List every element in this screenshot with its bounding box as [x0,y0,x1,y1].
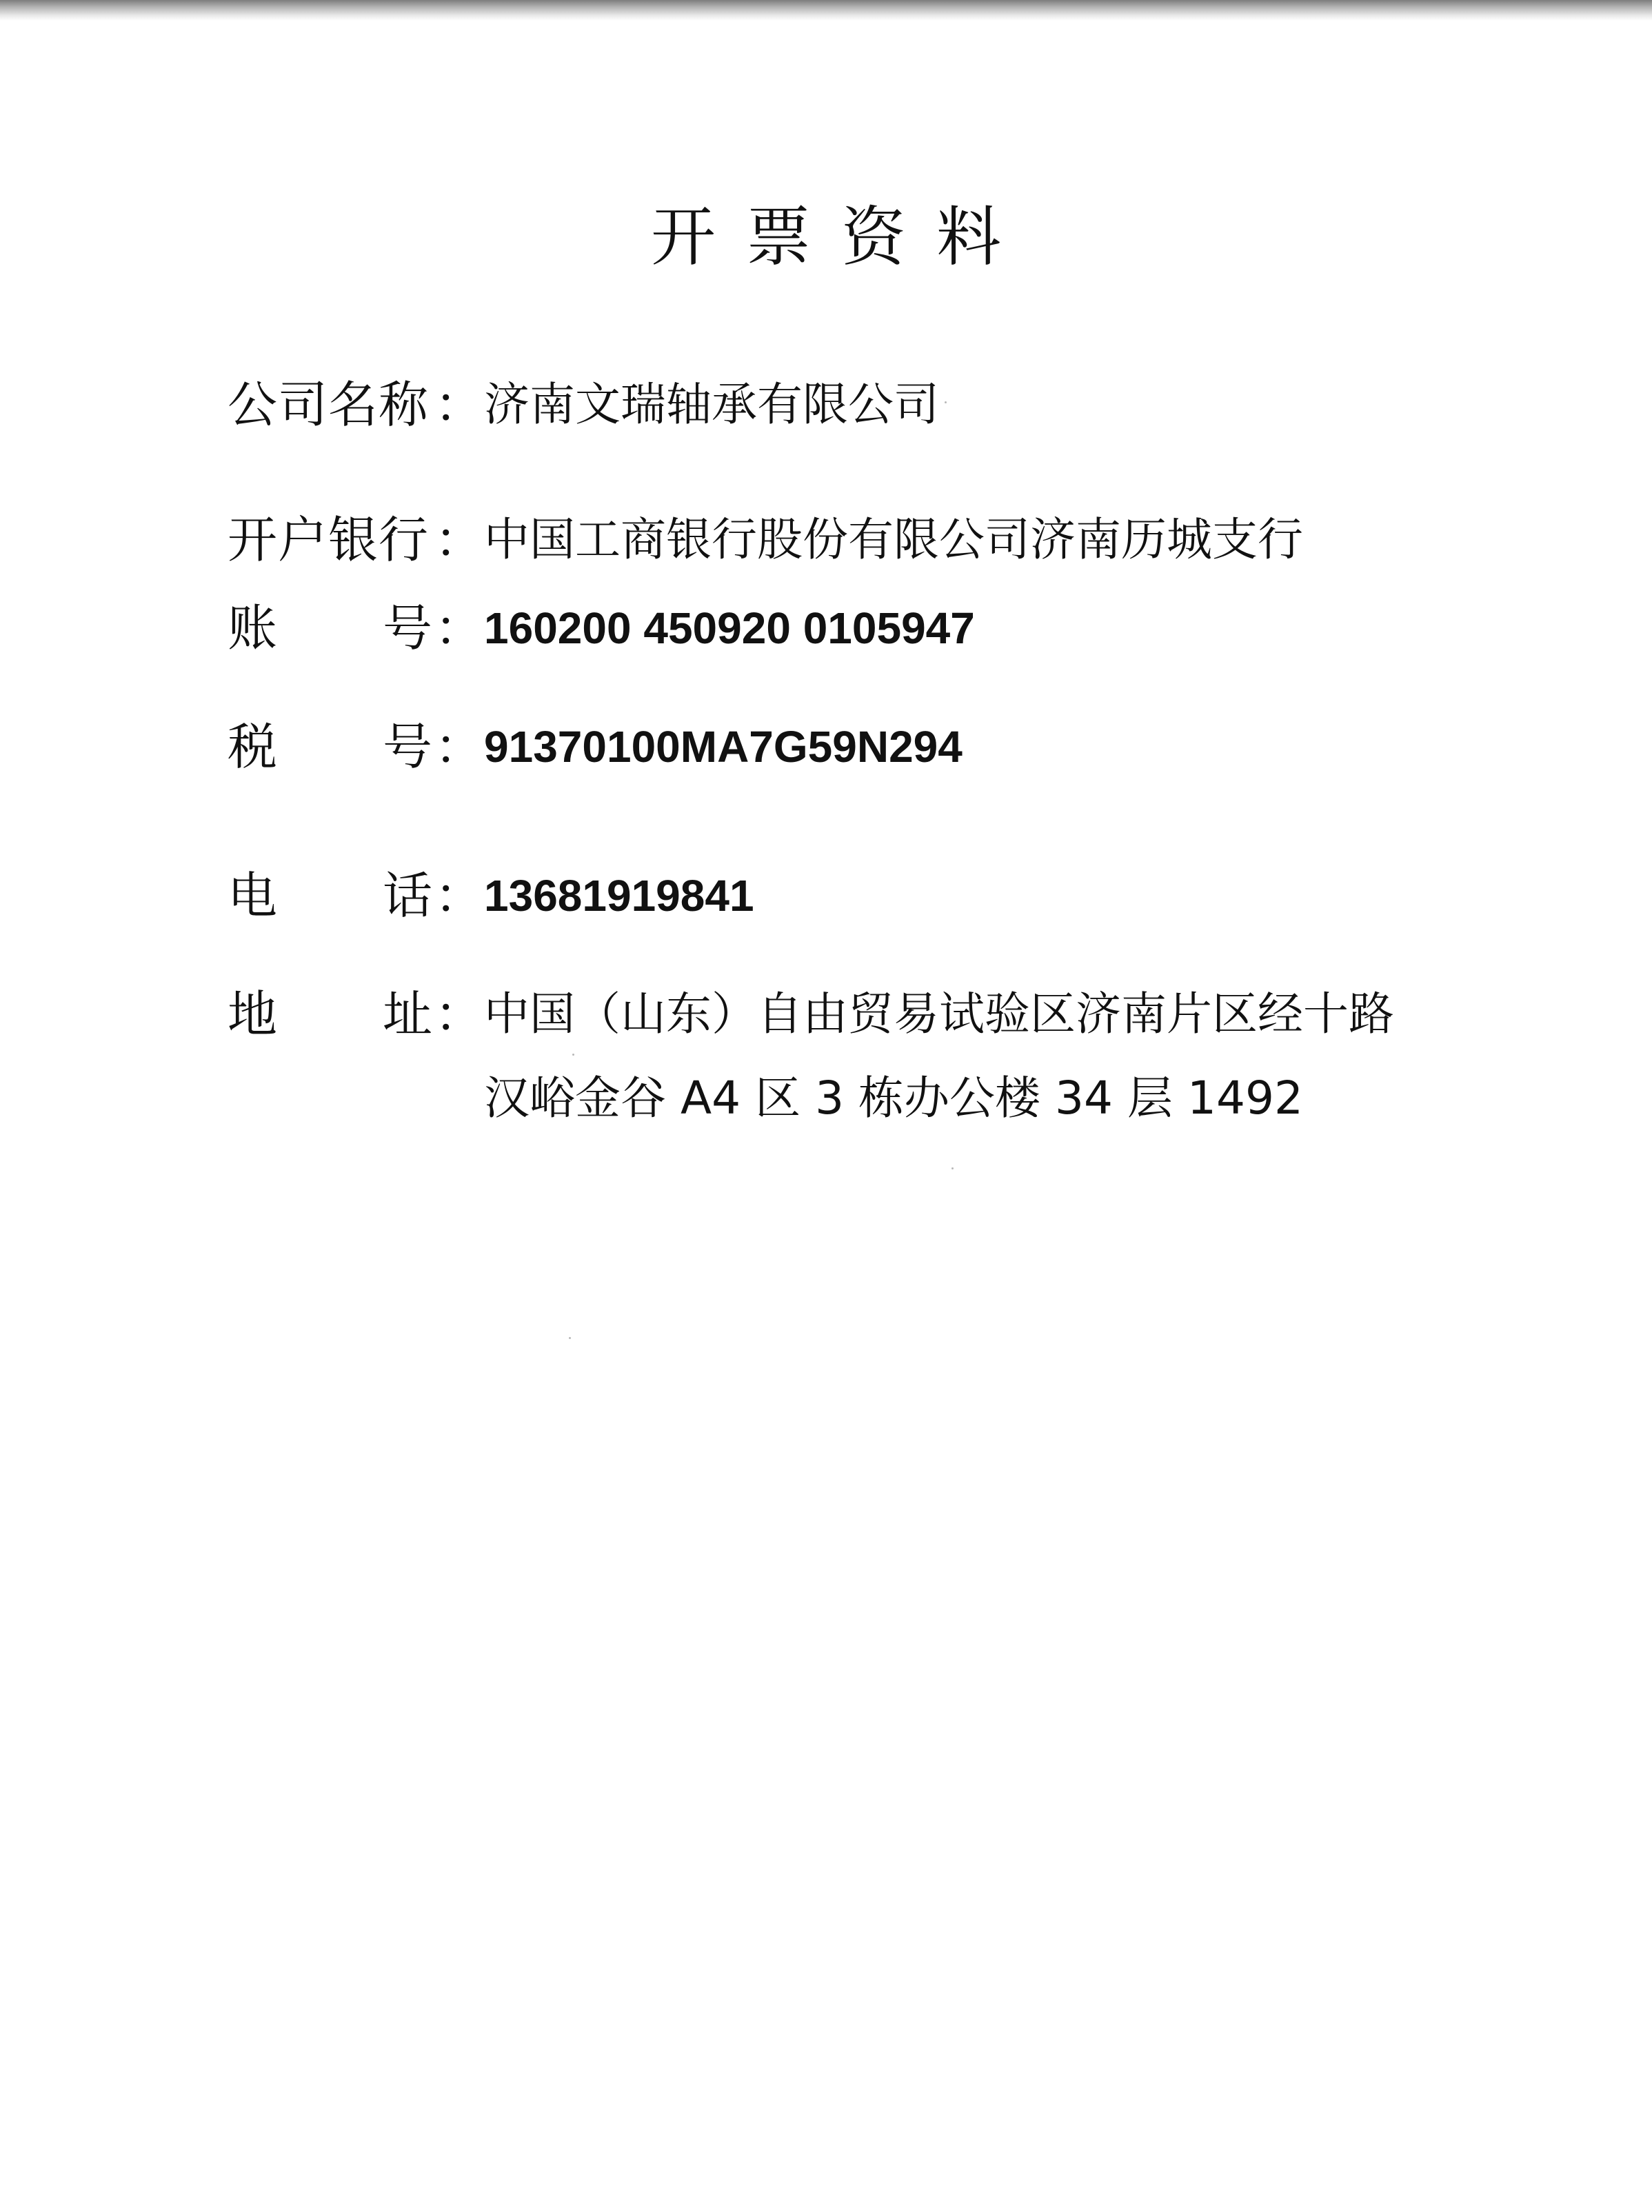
account-number-colon: ： [434,599,485,657]
address-colon: ： [434,985,485,1043]
account-number-label-last: 号 [383,599,433,657]
scan-speck [951,1167,954,1169]
company-name-colon: ： [434,376,485,434]
account-number-row [228,590,986,666]
tax-number-colon: ： [434,718,485,776]
scan-speck [572,1054,574,1056]
account-number-value: 160200 450920 0105947 [484,603,975,653]
company-name-row [228,367,1000,443]
bank-value: 中国工商银行股份有限公司济南历城支行 [484,513,1303,566]
document-title: 开票资料 [650,200,1031,275]
phone-colon: ： [434,867,485,925]
scanned-page-top-edge [0,0,1652,21]
tax-number-row [228,709,986,785]
address-label-last: 址 [383,985,433,1043]
phone-row [228,858,917,934]
phone-value: 13681919841 [484,871,754,921]
phone-label-first: 电 [228,867,278,925]
company-name-value: 济南文瑞轴承有限公司 [484,378,939,431]
scan-speck [569,1337,571,1339]
tax-number-label-last: 号 [383,718,433,776]
address-label-first: 地 [228,985,278,1043]
tax-number-label-first: 税 [228,718,278,776]
address-value-line-1: 中国（山东）自由贸易试验区济南片区经十路 [484,987,1394,1040]
bank-row [228,502,1331,578]
tax-number-value: 91370100MA7G59N294 [484,722,963,772]
bank-label: 开户银行 [228,511,430,569]
bank-colon: ： [434,511,485,569]
scan-speck [945,401,947,403]
account-number-label-first: 账 [228,599,278,657]
phone-label-last: 话 [383,867,433,925]
company-name-label: 公司名称 [228,376,430,434]
address-value-line-2: 汉峪金谷 A4 区 3 栋办公楼 34 层 1492 [484,1072,1303,1125]
